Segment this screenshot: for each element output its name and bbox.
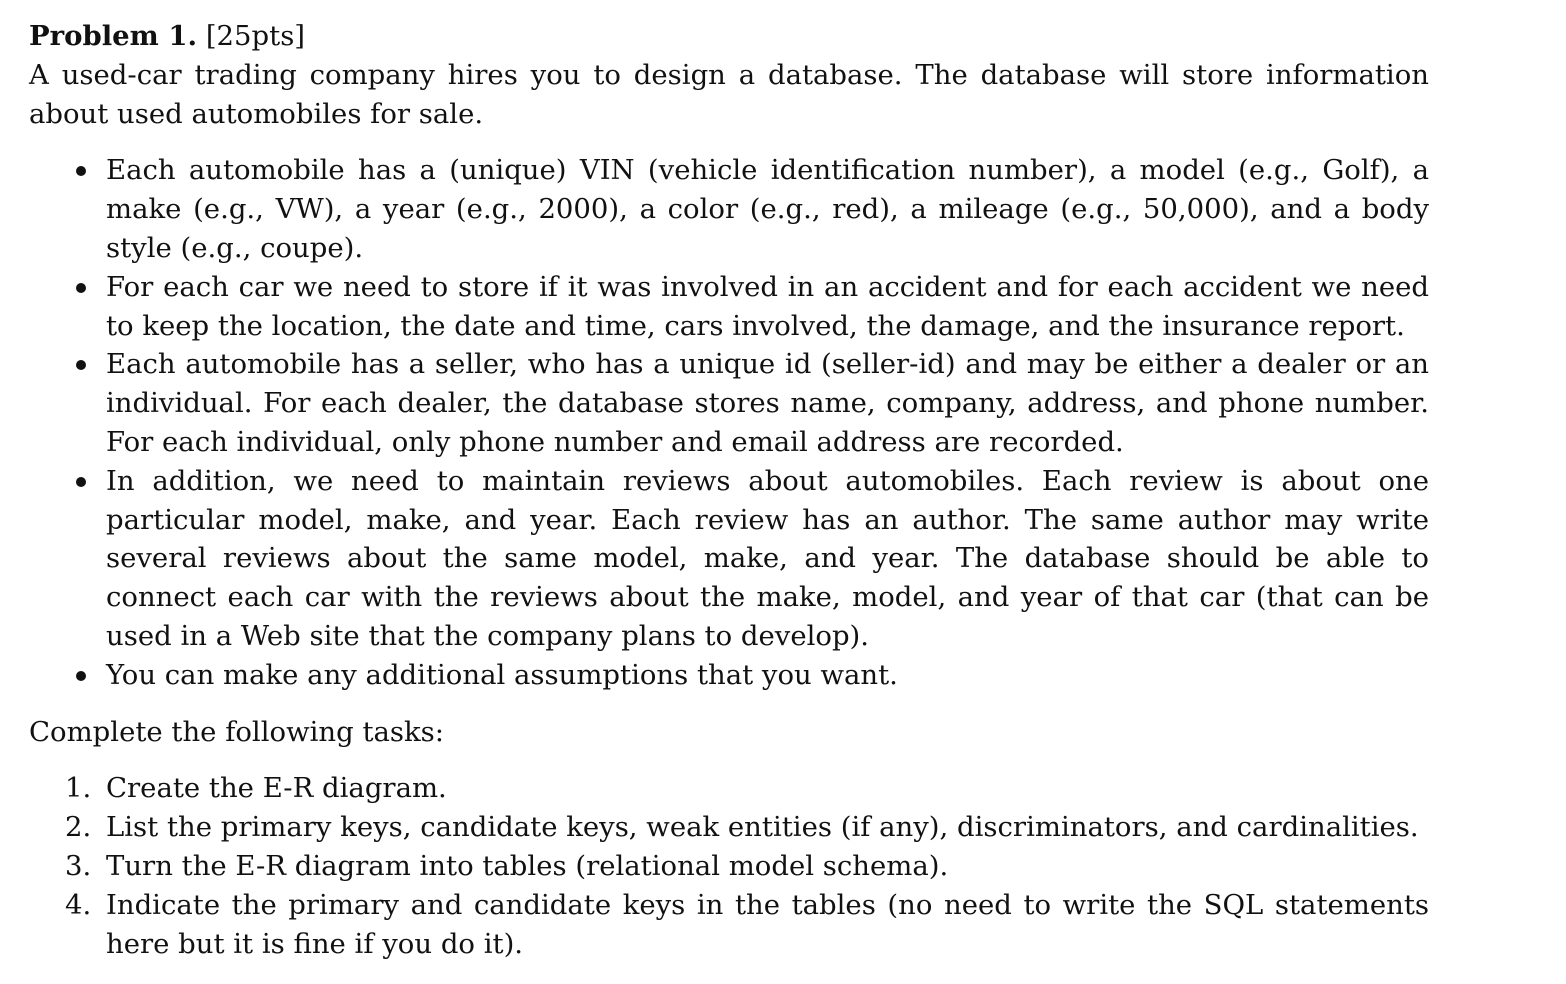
task-item: [29, 769, 1429, 808]
task-text: Create the E-R diagram.: [106, 772, 447, 805]
requirement-text: You can make any additional assumptions that you want.: [106, 658, 898, 691]
requirement-item: [29, 345, 1429, 461]
problem-document: [29, 17, 1429, 963]
task-item: [29, 808, 1429, 847]
task-text: Indicate the primary and candidate keys in the tables (no need to write the SQL statements here but it is fine if you do it).: [106, 888, 1429, 960]
task-text: List the primary keys, candidate keys, weak entities (if any), discriminators, and cardinalities.: [106, 811, 1419, 844]
requirement-item: [29, 462, 1429, 656]
task-number: 2.: [65, 811, 92, 844]
tasks-intro: Complete the following tasks:: [29, 715, 445, 748]
requirement-item: [29, 268, 1429, 346]
requirement-text: In addition, we need to maintain reviews about automobiles. Each review is about one particular model, make, and year. Each review has an author. The same author may write several reviews about the same model, make, and year. The database should be able to connect each car with the reviews about the make, model, and year of that car (that can be used in a Web site that the company plans to develop).: [106, 464, 1429, 652]
requirements-list: [29, 151, 1429, 694]
task-item: [29, 886, 1429, 964]
task-item: [29, 847, 1429, 886]
bullet-icon: [76, 671, 86, 681]
requirement-item: [29, 151, 1429, 267]
bullet-icon: [76, 166, 86, 176]
requirement-text: Each automobile has a (unique) VIN (vehicle identification number), a model (e.g., Golf), a make (e.g., VW), a year (e.g., 2000), a color (e.g., red), a mileage (e.g., 50,000), and a body style (e.g., coupe).: [106, 154, 1429, 264]
task-number: 1.: [65, 772, 92, 805]
requirement-item: [29, 656, 1429, 695]
bullet-icon: [76, 283, 86, 293]
problem-heading: [29, 17, 1429, 56]
requirement-text: Each automobile has a seller, who has a unique id (seller-id) and may be either a dealer or an individual. For each dealer, the database stores name, company, address, and phone number. For each individual, only phone number and email address are recorded.: [106, 348, 1429, 458]
task-number: 4.: [65, 888, 92, 921]
requirement-text: For each car we need to store if it was involved in an accident and for each accident we need to keep the location, the date and time, cars involved, the damage, and the insurance report.: [106, 270, 1429, 342]
task-text: Turn the E-R diagram into tables (relational model schema).: [106, 849, 949, 882]
bullet-icon: [76, 477, 86, 487]
problem-label: Problem 1.: [29, 20, 198, 52]
task-number: 3.: [65, 849, 92, 882]
bullet-icon: [76, 360, 86, 370]
tasks-list: [29, 769, 1429, 963]
intro-paragraph: A used-car trading company hires you to design a database. The database will store information about used automobiles for sale.: [29, 58, 1429, 130]
problem-points: [25pts]: [205, 20, 306, 52]
